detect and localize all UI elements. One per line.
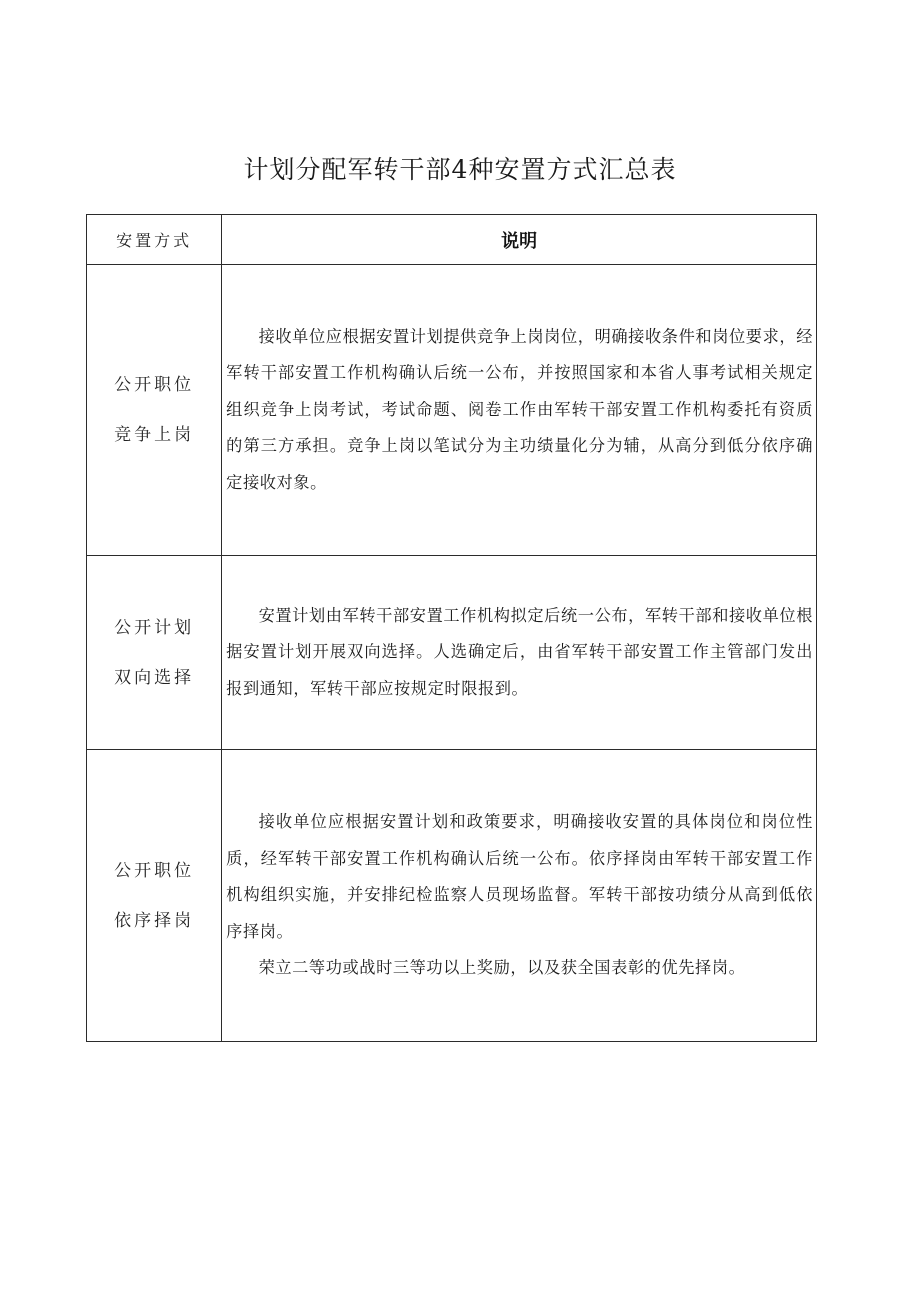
header-method: 安置方式 (87, 215, 222, 265)
description-cell (222, 265, 817, 556)
method-cell (87, 556, 222, 750)
table-row (87, 265, 817, 556)
description-paragraph: 接收单位应根据安置计划和政策要求，明确接收安置的具体岗位和岗位性质，经军转干部安置工作机构确认后统一公布。依序择岗由军转干部安置工作机构组织实施，并安排纪检监察人员现场监督。军转干部按功绩分从高到低依序择岗。 (226, 812, 813, 941)
placement-summary-table (86, 214, 817, 1042)
method-name-line: 公开计划 (114, 617, 195, 638)
method-cell (87, 265, 222, 556)
document-title: 计划分配军转干部4种安置方式汇总表 (243, 155, 677, 184)
description-paragraph: 荣立二等功或战时三等功以上奖励，以及获全国表彰的优先择岗。 (258, 958, 746, 978)
description-cell (222, 750, 817, 1042)
table-row (87, 556, 817, 750)
description-paragraph: 安置计划由军转干部安置工作机构拟定后统一公布，军转干部和接收单位根据安置计划开展双向选择。人选确定后，由省军转干部安置工作主管部门发出报到通知，军转干部应按规定时限报到。 (226, 605, 813, 698)
method-name-line: 公开职位 (114, 860, 195, 881)
method-name-line: 公开职位 (114, 375, 195, 395)
method-cell (87, 750, 222, 1042)
description-cell (222, 556, 817, 750)
method-name-line: 依序择岗 (114, 910, 195, 931)
method-name-line: 双向选择 (114, 667, 195, 688)
description-paragraph: 接收单位应根据安置计划提供竞争上岗岗位，明确接收条件和岗位要求，经军转干部安置工作机构确认后统一公布，并按照国家和本省人事考试相关规定组织竞争上岗考试，考试命题、阅卷工作由军转干部安置工作机构委托有资质的第三方承担。竞争上岗以笔试分为主功绩量化分为辅，从高分到低分依序确定接收对象。 (226, 326, 813, 492)
header-description: 说明 (222, 215, 817, 265)
method-name-line: 竞争上岗 (114, 425, 195, 445)
table-row (87, 750, 817, 1042)
table-header-row (87, 215, 817, 265)
